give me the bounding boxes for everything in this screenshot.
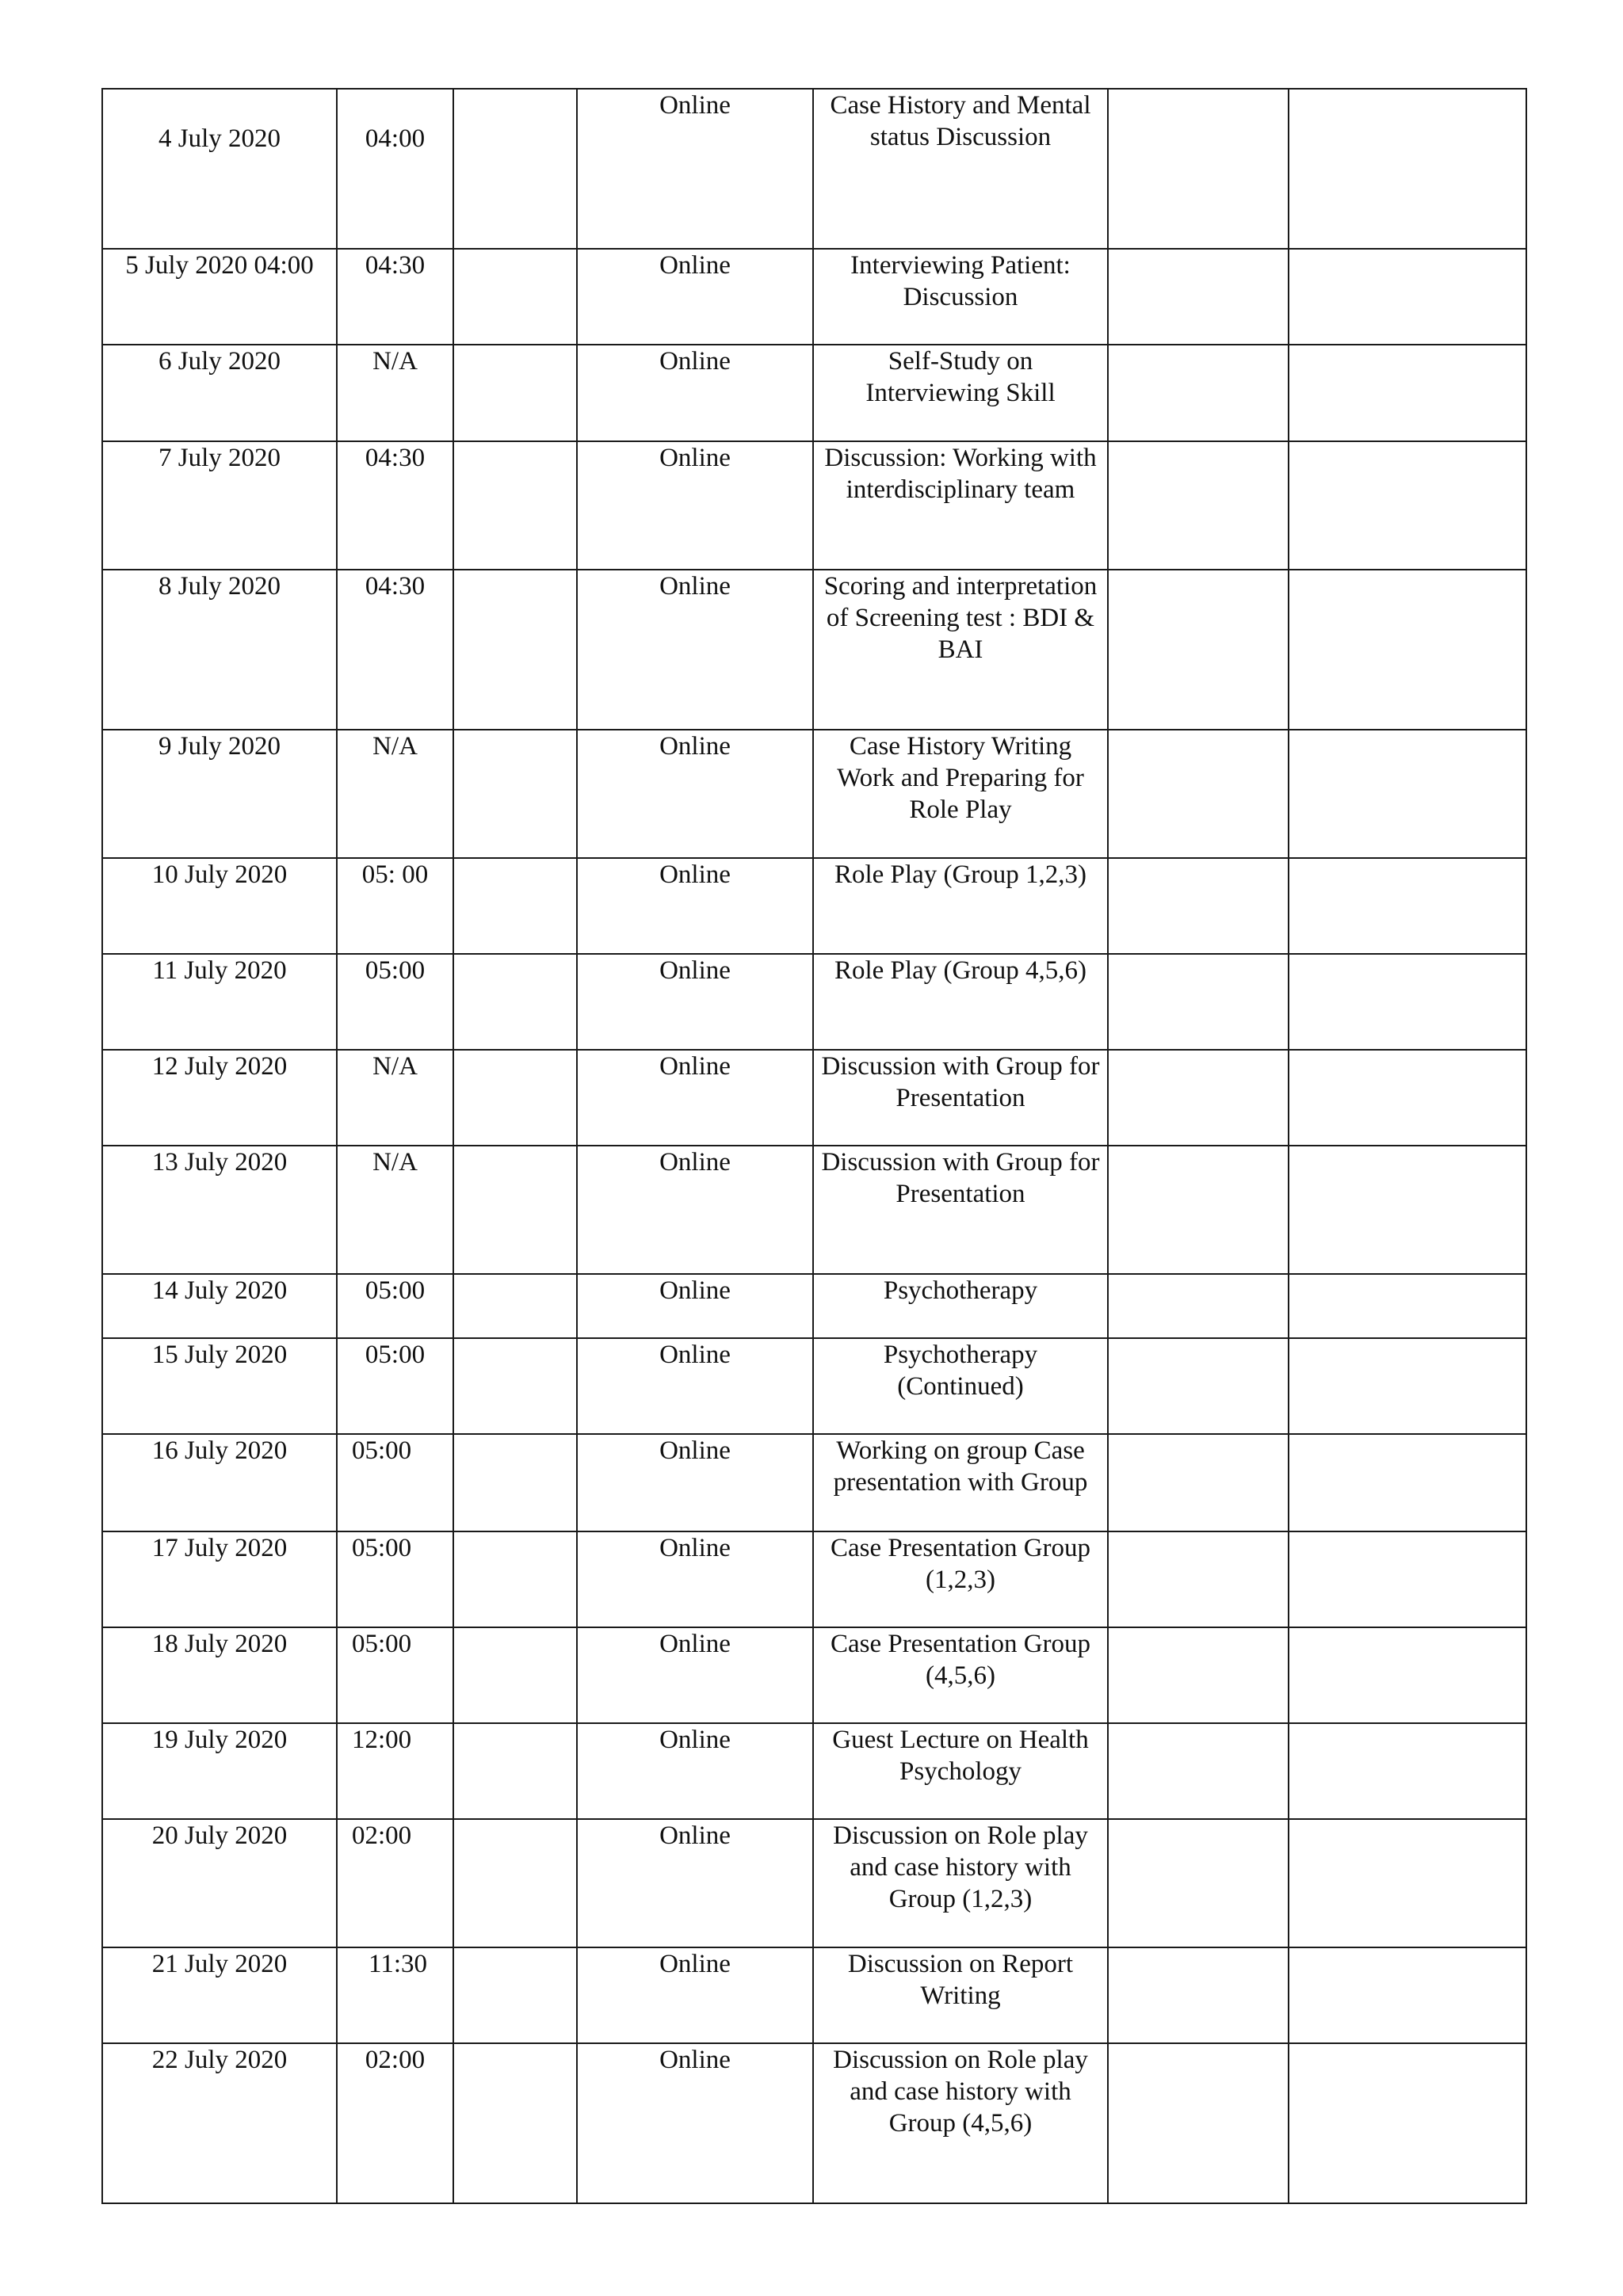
date-cell: 14 July 2020 (102, 1274, 337, 1338)
table-row (102, 570, 1526, 730)
date-cell: 6 July 2020 (102, 345, 337, 441)
mode-cell: Online (577, 1531, 813, 1627)
mode-cell: Online (577, 1819, 813, 1947)
mode-cell: Online (577, 954, 813, 1050)
mode-cell: Online (577, 2043, 813, 2203)
time-cell: 05:00 (337, 1434, 453, 1531)
table-row (102, 1338, 1526, 1434)
empty-cell (1108, 249, 1289, 345)
empty-cell (1289, 954, 1526, 1050)
empty-cell (1108, 570, 1289, 730)
empty-cell (1108, 1627, 1289, 1723)
time-cell: 12:00 (337, 1723, 453, 1819)
empty-cell (453, 1819, 577, 1947)
time-cell: 04:30 (337, 441, 453, 570)
empty-cell (453, 1050, 577, 1146)
mode-cell: Online (577, 1723, 813, 1819)
mode-cell: Online (577, 1434, 813, 1531)
date-cell: 9 July 2020 (102, 730, 337, 858)
time-cell: 04:00 (337, 89, 453, 249)
empty-cell (1289, 2043, 1526, 2203)
table-row (102, 249, 1526, 345)
empty-cell (453, 1627, 577, 1723)
time-cell: N/A (337, 730, 453, 858)
table-row (102, 954, 1526, 1050)
table-row (102, 441, 1526, 570)
empty-cell (453, 441, 577, 570)
topic-cell: Guest Lecture on Health Psychology (813, 1723, 1108, 1819)
empty-cell (1289, 1531, 1526, 1627)
empty-cell (453, 730, 577, 858)
topic-cell: Scoring and interpretation of Screening test : BDI & BAI (813, 570, 1108, 730)
empty-cell (1289, 570, 1526, 730)
mode-cell: Online (577, 1947, 813, 2043)
mode-cell: Online (577, 249, 813, 345)
empty-cell (1289, 1819, 1526, 1947)
mode-cell: Online (577, 1274, 813, 1338)
empty-cell (453, 1947, 577, 2043)
time-cell: 05:00 (337, 1274, 453, 1338)
topic-cell: Self-Study on Interviewing Skill (813, 345, 1108, 441)
time-cell: N/A (337, 1146, 453, 1274)
table-row (102, 2043, 1526, 2203)
empty-cell (453, 1274, 577, 1338)
table-row (102, 730, 1526, 858)
empty-cell (1108, 730, 1289, 858)
mode-cell: Online (577, 730, 813, 858)
empty-cell (453, 345, 577, 441)
topic-cell: Interviewing Patient: Discussion (813, 249, 1108, 345)
date-cell: 21 July 2020 (102, 1947, 337, 2043)
empty-cell (1289, 441, 1526, 570)
empty-cell (1108, 2043, 1289, 2203)
time-cell: 05:00 (337, 1627, 453, 1723)
date-cell: 16 July 2020 (102, 1434, 337, 1531)
date-cell: 4 July 2020 (102, 89, 337, 249)
empty-cell (1108, 1274, 1289, 1338)
empty-cell (1108, 1434, 1289, 1531)
empty-cell (1289, 1627, 1526, 1723)
empty-cell (453, 1434, 577, 1531)
empty-cell (1108, 1338, 1289, 1434)
empty-cell (1289, 1338, 1526, 1434)
empty-cell (1289, 1146, 1526, 1274)
time-cell: N/A (337, 1050, 453, 1146)
mode-cell: Online (577, 1050, 813, 1146)
date-cell: 15 July 2020 (102, 1338, 337, 1434)
empty-cell (1289, 858, 1526, 954)
topic-cell: Discussion on Report Writing (813, 1947, 1108, 2043)
date-cell: 10 July 2020 (102, 858, 337, 954)
empty-cell (1289, 249, 1526, 345)
mode-cell: Online (577, 858, 813, 954)
empty-cell (1289, 1050, 1526, 1146)
empty-cell (1108, 1050, 1289, 1146)
time-cell: 05:00 (337, 1531, 453, 1627)
table-row (102, 1819, 1526, 1947)
date-cell: 11 July 2020 (102, 954, 337, 1050)
topic-cell: Case History Writing Work and Preparing for Role Play (813, 730, 1108, 858)
time-cell: 05:00 (337, 954, 453, 1050)
empty-cell (453, 1531, 577, 1627)
date-cell: 22 July 2020 (102, 2043, 337, 2203)
table-row (102, 1627, 1526, 1723)
empty-cell (1108, 345, 1289, 441)
date-cell: 17 July 2020 (102, 1531, 337, 1627)
topic-cell: Role Play (Group 4,5,6) (813, 954, 1108, 1050)
empty-cell (1108, 89, 1289, 249)
mode-cell: Online (577, 441, 813, 570)
table-row (102, 858, 1526, 954)
table-row (102, 1146, 1526, 1274)
table-row (102, 345, 1526, 441)
mode-cell: Online (577, 1627, 813, 1723)
empty-cell (453, 89, 577, 249)
date-cell: 19 July 2020 (102, 1723, 337, 1819)
date-cell: 18 July 2020 (102, 1627, 337, 1723)
topic-cell: Discussion on Role play and case history with Group (1,2,3) (813, 1819, 1108, 1947)
date-cell: 7 July 2020 (102, 441, 337, 570)
topic-cell: Psychotherapy (813, 1274, 1108, 1338)
empty-cell (453, 954, 577, 1050)
date-cell: 13 July 2020 (102, 1146, 337, 1274)
topic-cell: Discussion with Group for Presentation (813, 1146, 1108, 1274)
time-cell: 04:30 (337, 570, 453, 730)
empty-cell (1289, 730, 1526, 858)
mode-cell: Online (577, 1146, 813, 1274)
time-cell: 02:00 (337, 2043, 453, 2203)
date-cell: 12 July 2020 (102, 1050, 337, 1146)
mode-cell: Online (577, 89, 813, 249)
mode-cell: Online (577, 1338, 813, 1434)
date-cell: 5 July 2020 04:00 (102, 249, 337, 345)
date-cell: 20 July 2020 (102, 1819, 337, 1947)
table-row (102, 1274, 1526, 1338)
empty-cell (453, 1146, 577, 1274)
empty-cell (1289, 89, 1526, 249)
mode-cell: Online (577, 345, 813, 441)
table-row (102, 1050, 1526, 1146)
empty-cell (1289, 1947, 1526, 2043)
empty-cell (1108, 954, 1289, 1050)
time-cell: 05:00 (337, 1338, 453, 1434)
empty-cell (453, 1338, 577, 1434)
empty-cell (1108, 858, 1289, 954)
empty-cell (1289, 1274, 1526, 1338)
time-cell: 11:30 (337, 1947, 453, 2043)
table-row (102, 1531, 1526, 1627)
mode-cell: Online (577, 570, 813, 730)
topic-cell: Discussion on Role play and case history with Group (4,5,6) (813, 2043, 1108, 2203)
time-cell: 04:30 (337, 249, 453, 345)
empty-cell (1108, 1531, 1289, 1627)
topic-cell: Case Presentation Group (4,5,6) (813, 1627, 1108, 1723)
empty-cell (1108, 1723, 1289, 1819)
topic-cell: Psychotherapy (Continued) (813, 1338, 1108, 1434)
table-row (102, 89, 1526, 249)
topic-cell: Discussion: Working with interdisciplinary team (813, 441, 1108, 570)
time-cell: N/A (337, 345, 453, 441)
empty-cell (1108, 1146, 1289, 1274)
topic-cell: Case Presentation Group (1,2,3) (813, 1531, 1108, 1627)
topic-cell: Working on group Case presentation with Group (813, 1434, 1108, 1531)
table-row (102, 1434, 1526, 1531)
empty-cell (1108, 441, 1289, 570)
time-cell: 05: 00 (337, 858, 453, 954)
topic-cell: Case History and Mental status Discussion (813, 89, 1108, 249)
empty-cell (453, 2043, 577, 2203)
empty-cell (453, 249, 577, 345)
table-row (102, 1723, 1526, 1819)
empty-cell (1289, 1434, 1526, 1531)
empty-cell (453, 570, 577, 730)
empty-cell (1108, 1819, 1289, 1947)
empty-cell (1289, 1723, 1526, 1819)
empty-cell (1108, 1947, 1289, 2043)
time-cell: 02:00 (337, 1819, 453, 1947)
date-cell: 8 July 2020 (102, 570, 337, 730)
schedule-table (101, 88, 1527, 2204)
empty-cell (1289, 345, 1526, 441)
topic-cell: Discussion with Group for Presentation (813, 1050, 1108, 1146)
topic-cell: Role Play (Group 1,2,3) (813, 858, 1108, 954)
empty-cell (453, 858, 577, 954)
empty-cell (453, 1723, 577, 1819)
table-row (102, 1947, 1526, 2043)
